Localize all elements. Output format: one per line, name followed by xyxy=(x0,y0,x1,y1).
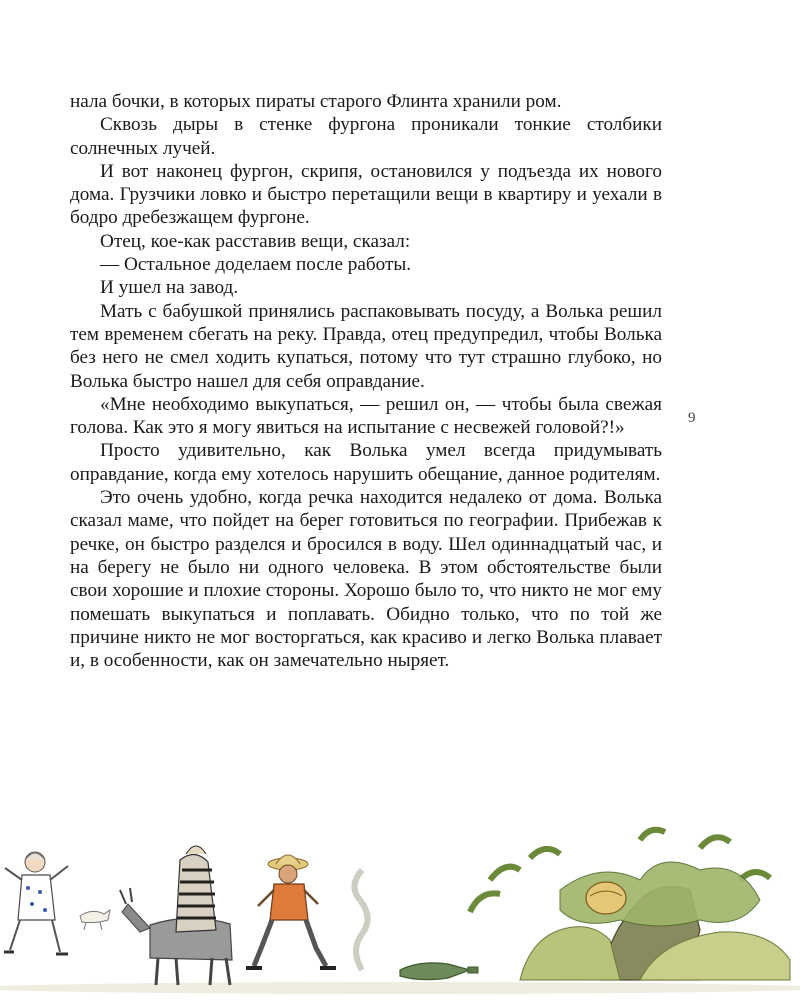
page-number: 9 xyxy=(688,410,696,426)
paragraph: Мать с бабушкой принялись распаковывать посуду, а Волька решил тем временем сбегать на реку. Правда, отец предупредил, чтобы Волька без него не смел ходить купаться, потому что тут страшно глубоко, но Волька быстро нашел для себя оправдание. xyxy=(70,300,662,392)
small-dog-figure xyxy=(80,910,110,930)
paragraph: нала бочки, в которых пираты старого Флинта хранили ром. xyxy=(70,91,562,112)
paragraph: «Мне необходимо выкупаться, — решил он, — чтобы была свежая голова. Как это я могу явиться на испытание с несвежей головой?!» xyxy=(70,393,662,439)
paragraph: Это очень удобно, когда речка находится недалеко от дома. Волька сказал маме, что пойдет на берег готовиться по географии. Прибежав к речке, он быстро разделся и бросился в воду. Шел одиннадцатый час, и на берегу не было ни одного человека. В этом обстоятельстве были свои хорошие и плохие стороны. Хорошо было то, что никто не мог ему помешать выкупаться и поплавать. Обидно только, что по той же причине никто не мог восторгаться, как красиво и легко Волька плавает и, в особенности, как он замечательно ныряет. xyxy=(70,487,662,672)
paragraph: Сквозь дыры в стенке фургона проникали тонкие столбики солнечных лучей. xyxy=(70,114,662,159)
ground-shadow xyxy=(0,982,800,994)
paragraph: И ушел на завод. xyxy=(100,277,239,299)
tree-figure xyxy=(470,830,790,980)
smoke-wisp xyxy=(354,870,367,970)
man-in-hat-figure xyxy=(246,855,336,968)
paragraph: — Остальное доделаем после работы. xyxy=(100,254,412,276)
paragraph: Просто удивительно, как Волька умел всегда придумывать оправдание, когда ему хотелось нарушить обещание, данное родителям. xyxy=(70,440,662,485)
straw-hat-in-tree xyxy=(586,882,626,914)
paragraph: И вот наконец фургон, скрипя, остановился у подъезда их нового дома. Грузчики ловко и быстро перетащили вещи в квартиру и уехали в бодро дребезжащем фургоне. xyxy=(70,160,662,229)
donkey-with-rider-figure xyxy=(120,846,232,985)
dancing-boy-figure xyxy=(4,852,68,954)
illustration xyxy=(0,820,800,1000)
paragraph: Отец, кое-как расставив вещи, сказал: xyxy=(100,230,411,252)
bottle-figure xyxy=(400,963,478,980)
body-text xyxy=(70,90,662,672)
